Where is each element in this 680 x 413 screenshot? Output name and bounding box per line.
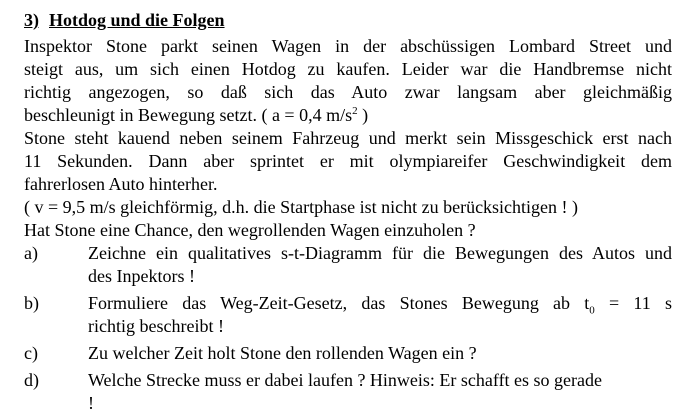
law-text: Formuliere das Weg-Zeit-Gesetz, das Stones Bewegung ab t xyxy=(88,293,590,313)
task-d-line-2: ! xyxy=(88,393,94,413)
task-label-a: a) xyxy=(24,243,38,263)
exercise-number: 3) xyxy=(24,10,39,30)
exercise-title: Hotdog und die Folgen xyxy=(49,10,225,30)
subscript: 0 xyxy=(589,304,595,317)
task-label-b: b) xyxy=(24,293,39,313)
intro-line-2: steigt aus, um sich einen Hotdog zu kaufen. Leider war die Handbremse nicht xyxy=(24,59,672,79)
acceleration-text: beschleunigt in Bewegung setzt. ( a = 0,4 m/s xyxy=(24,105,353,125)
intro-line-7: fahrerlosen Auto hinterher. xyxy=(24,174,218,194)
task-c-line-1: Zu welcher Zeit holt Stone den rollenden Wagen ein ? xyxy=(88,343,477,363)
acceleration-close: ) xyxy=(357,105,369,125)
task-label-d: d) xyxy=(24,370,39,390)
intro-line-3: richtig angezogen, so daß sich das Auto zwar langsam aber gleichmäßig xyxy=(24,82,672,102)
intro-line-5: Stone steht kauend neben seinem Fahrzeug und merkt sein Missgeschick erst nach xyxy=(24,128,672,148)
task-b-line-2: richtig beschreibt ! xyxy=(88,316,224,336)
task-a-line-2: des Inpektors ! xyxy=(88,266,195,286)
law-time: = 11 s xyxy=(594,293,672,313)
intro-question: Hat Stone eine Chance, den wegrollenden Wagen einzuholen ? xyxy=(24,220,476,240)
intro-line-8: ( v = 9,5 m/s gleichförmig, d.h. die Startphase ist nicht zu berücksichtigen ! ) xyxy=(24,197,579,217)
task-label-c: c) xyxy=(24,343,38,363)
task-d-line-1: Welche Strecke muss er dabei laufen ? Hinweis: Er schafft es so gerade xyxy=(88,370,603,390)
intro-line-4 xyxy=(24,105,672,125)
task-a-line-1: Zeichne ein qualitatives s-t-Diagramm für die Bewegungen des Autos und xyxy=(88,243,672,263)
intro-line-6: 11 Sekunden. Dann aber sprintet er mit olympiareifer Geschwindigkeit dem xyxy=(24,151,672,171)
task-b-line-1 xyxy=(88,293,672,317)
exponent: 2 xyxy=(352,105,358,117)
intro-line-1: Inspektor Stone parkt seinen Wagen in der abschüssigen Lombard Street und xyxy=(24,36,672,56)
exercise-heading xyxy=(24,10,225,30)
